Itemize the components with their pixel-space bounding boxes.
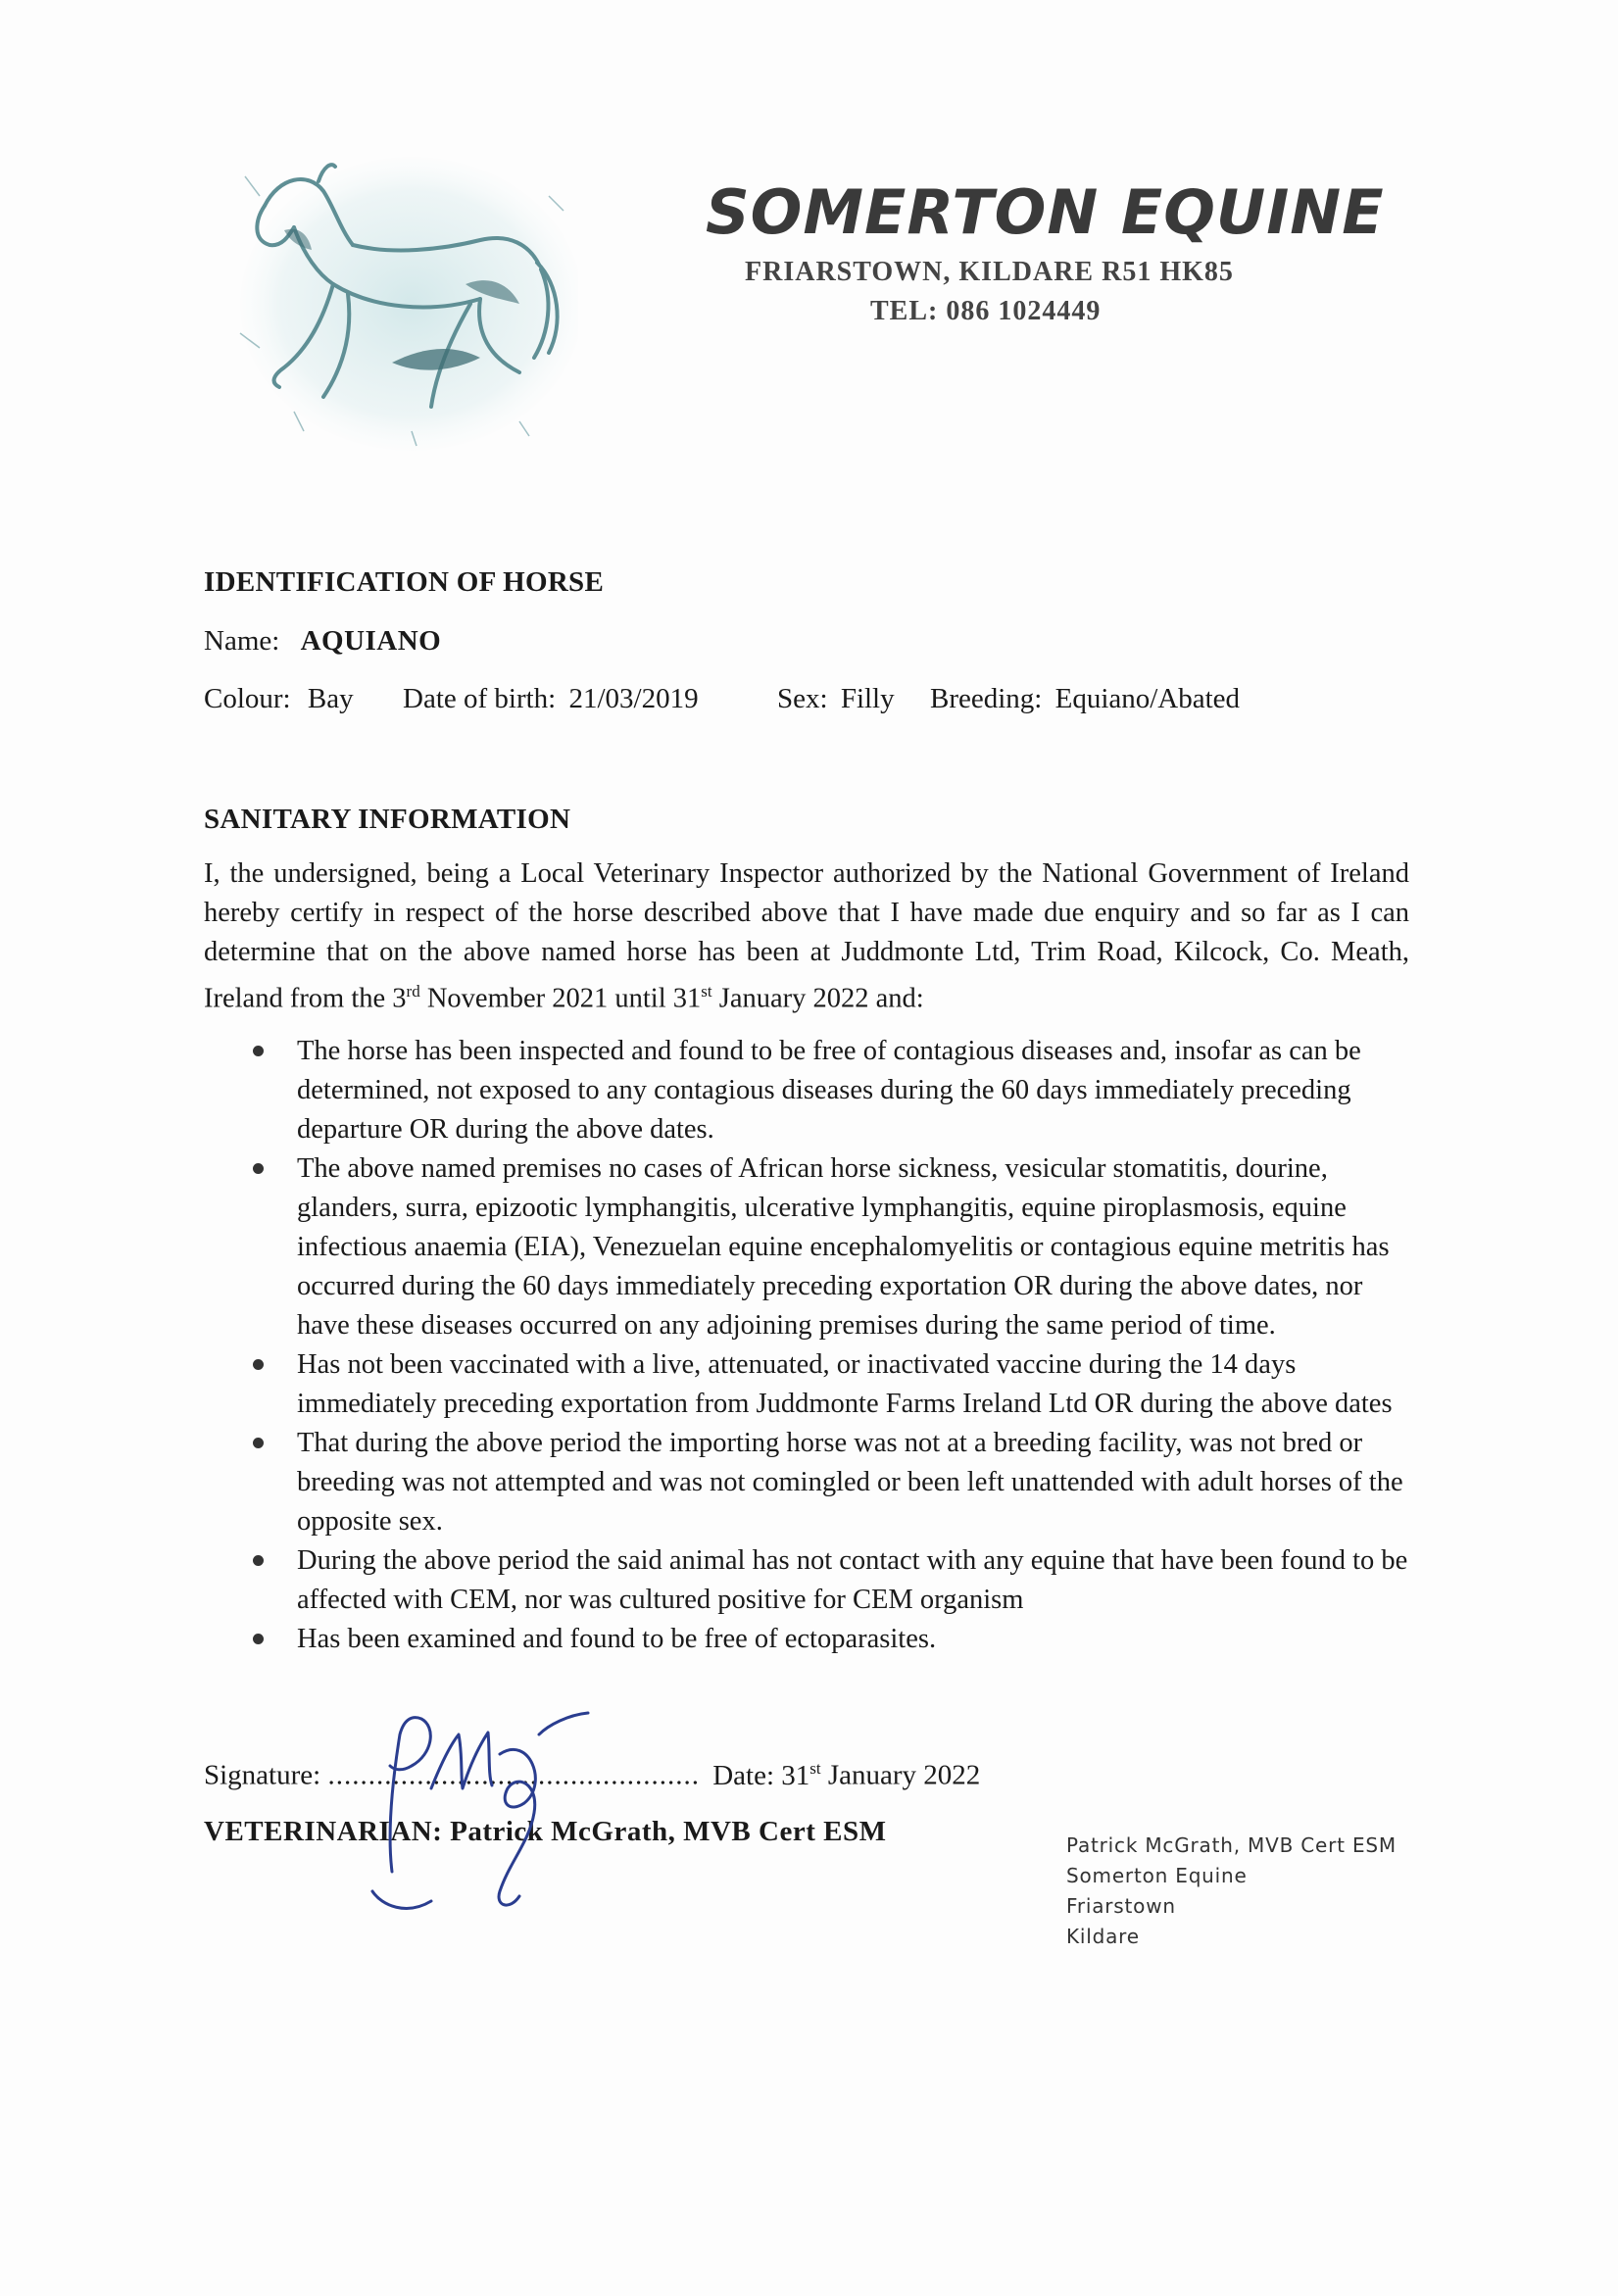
breeding-label: Breeding: [930, 683, 1043, 714]
sex-field [777, 683, 895, 715]
intro-sup-rd: rd [406, 982, 420, 1001]
company-name: SOMERTON EQUINE [706, 176, 1385, 248]
dob-field [403, 683, 699, 715]
list-item [253, 1345, 1409, 1424]
intro-text-mid: November 2021 until 31 [419, 983, 702, 1014]
bullet-icon [253, 1438, 264, 1448]
list-item [253, 1149, 1409, 1345]
company-address: FRIARSTOWN, KILDARE R51 HK85 [745, 257, 1234, 287]
date-sup: st [809, 1759, 821, 1778]
veterinarian-name: Patrick McGrath, MVB Cert ESM [450, 1816, 887, 1847]
list-item-text: During the above period the said animal has not contact with any equine that have been found to be affected with CEM, nor was cultured positive for CEM organism [297, 1545, 1408, 1615]
list-item-text: The horse has been inspected and found to be free of contagious diseases and, insofar as can be determined, not exposed to any contagious diseases during the 60 days immediately preceding departure OR during the above dates. [297, 1036, 1361, 1145]
signature-dots: .............................................. [327, 1759, 700, 1791]
stamp-line: Kildare [1066, 1925, 1140, 1948]
date-label: Date: 31 [712, 1759, 810, 1791]
name-label: Name: [204, 625, 280, 657]
breeding-field [930, 683, 1240, 715]
list-item [253, 1424, 1409, 1541]
company-telephone: TEL: 086 1024449 [870, 296, 1102, 326]
list-item-text: That during the above period the importing horse was not at a breeding facility, was not bred or breeding was not attempted and was not comingled or been left unattended with adult horses of the opposite sex. [297, 1428, 1403, 1537]
bullet-icon [253, 1163, 264, 1174]
identification-heading: IDENTIFICATION OF HORSE [204, 566, 605, 598]
list-item [253, 1620, 1409, 1659]
sex-value: Filly [840, 683, 895, 714]
sanitary-intro [204, 855, 1409, 1019]
list-item [253, 1032, 1409, 1149]
signature-label: Signature: [204, 1759, 321, 1791]
intro-text: I, the undersigned, being a Local Veterinary Inspector authorized by the National Government of Ireland hereby certify in respect of the horse described above that I have made due enquiry and so far as I can determine that on the above named horse has been at Juddmonte Ltd, Trim Road, Kilcock, Co. Meath, Ireland from the 3 [204, 858, 1409, 1014]
colour-field [204, 683, 354, 715]
colour-value: Bay [307, 683, 354, 714]
bullet-icon [253, 1359, 264, 1370]
sanitary-heading: SANITARY INFORMATION [204, 804, 571, 835]
stamp-line: Somerton Equine [1066, 1864, 1248, 1887]
intro-sup-st: st [701, 982, 712, 1001]
bullet-icon [253, 1046, 264, 1056]
horse-sketch-icon [225, 137, 578, 451]
stamp-line: Patrick McGrath, MVB Cert ESM [1066, 1833, 1397, 1857]
list-item-text: The above named premises no cases of African horse sickness, vesicular stomatitis, dourine, glanders, surra, epizootic lymphangitis, ulcerative lymphangitis, equine piroplasmosis, equine infectious anaemia (EIA), Venezuelan equine encephalomyelitis or contagious equine metritis has occurred during the 60 days immediately preceding exportation OR during the above dates, nor have these diseases occurred on any adjoining premises during the same period of time. [297, 1153, 1390, 1341]
name-value: AQUIANO [300, 625, 442, 657]
bullet-icon [253, 1555, 264, 1566]
handwritten-signature [353, 1695, 676, 1921]
veterinarian-stamp [1066, 1831, 1397, 1952]
list-item-text: Has been examined and found to be free of ectoparasites. [297, 1624, 937, 1654]
stamp-line: Friarstown [1066, 1894, 1176, 1918]
bullet-icon [253, 1634, 264, 1644]
dob-value: 21/03/2019 [568, 683, 699, 714]
intro-text-end: January 2022 and: [711, 983, 924, 1014]
list-item-text: Has not been vaccinated with a live, attenuated, or inactivated vaccine during the 14 days immediately preceding exportation from Juddmonte Farms Ireland Ltd OR during the above dates [297, 1349, 1393, 1419]
breeding-value: Equiano/Abated [1054, 683, 1241, 714]
veterinarian-label: VETERINARIAN: [204, 1816, 443, 1847]
name-row [204, 625, 441, 658]
date-value: January 2022 [820, 1759, 981, 1791]
list-item [253, 1541, 1409, 1620]
colour-label: Colour: [204, 683, 291, 714]
sex-label: Sex: [777, 683, 828, 714]
dob-label: Date of birth: [403, 683, 557, 714]
certification-list [253, 1032, 1409, 1659]
